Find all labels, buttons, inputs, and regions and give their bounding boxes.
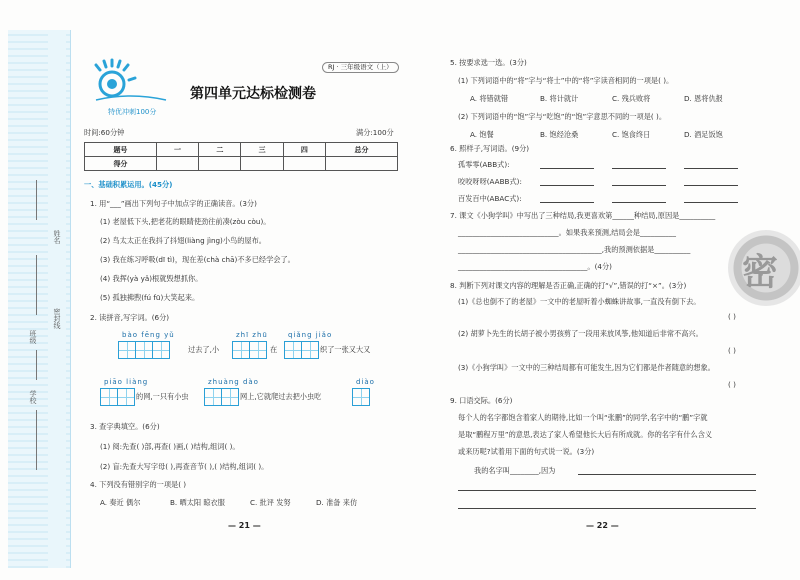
q2-grid-4[interactable] [100, 388, 134, 406]
q8-answer-1[interactable]: ( ) [728, 312, 736, 321]
exam-full-score: 满分:100分 [356, 128, 394, 137]
q6-blank[interactable] [684, 168, 738, 169]
strip-fill-line-4 [36, 410, 37, 470]
q1-item-4: (4) 我挥(yà yǎ)根就毁想抓你。 [100, 274, 203, 283]
score-col-3: 三 [241, 143, 283, 157]
q2-text-2: 在 [270, 345, 278, 354]
q9-body-1: 每个人的名字都饱含着家人的期待,比如一个叫“张鹏”的同学,名字中的“鹏”字就 [458, 413, 708, 422]
q5-a-opt-d[interactable]: D. 恩将仇报 [684, 94, 723, 103]
q8-answer-3[interactable]: ( ) [728, 380, 736, 389]
score-col-2: 二 [199, 143, 241, 157]
q9-title: 9. 口语交际。(6分) [450, 396, 513, 405]
q6-blank[interactable] [612, 202, 666, 203]
strip-fill-line-2 [36, 255, 37, 315]
q9-body-3: 或来历呢?试着用下面的句式说一说。(3分) [458, 447, 595, 456]
strip-fill-line-3 [36, 350, 37, 380]
q8-item-2: (2) 胡萝卜先生的长胡子被小男孩剪了一段用来放风筝,他知道后非常不高兴。 [458, 329, 703, 338]
strip-bar [48, 30, 66, 568]
q9-fill-line: 我的名字叫________,因为 [474, 466, 556, 475]
slogan: 特优冲刺100分 [108, 108, 157, 116]
score-cell[interactable] [156, 157, 198, 171]
q8-item-3: (3)《小狗学叫》一文中的三种结局都有可能发生,因为它们都是作者随意的想象。 [458, 363, 715, 372]
q9-answer-line[interactable] [458, 490, 756, 491]
q5-b-opt-d[interactable]: D. 酒足饭饱 [684, 130, 723, 139]
q2-grid-5[interactable] [204, 388, 238, 406]
q8-item-1: (1)《总也倒不了的老屋》一文中的老屋听着小蜘蛛讲故事,一直没有倒下去。 [458, 297, 701, 306]
q4-option-d[interactable]: D. 准备 来仿 [316, 498, 358, 507]
q2-pinyin-2: zhī zhū [236, 331, 268, 339]
q1-item-3: (3) 我在练习呼吸(dī tì)，现在差(chà chā)不多已经学会了。 [100, 255, 295, 264]
q1-item-5: (5) 孤独拂煦(fú fū)大笑起来。 [100, 293, 200, 302]
q2-pinyin-1: bào fēng yǔ [122, 331, 175, 339]
q7-line-1: 7. 课文《小狗学叫》中写出了三种结局,我更喜欢第______种结局,原因是__________ [450, 211, 716, 220]
strip-cut-label: 密封线 [53, 308, 61, 329]
q3-title: 3. 查字典填空。(6分) [90, 422, 160, 431]
left-page-number: — 21 — [228, 521, 261, 530]
q4-option-a[interactable]: A. 奏近 偶尔 [100, 498, 141, 507]
score-cell[interactable] [199, 157, 241, 171]
q6-blank[interactable] [684, 185, 738, 186]
page-title: 第四单元达标检测卷 [190, 86, 316, 102]
q2-pinyin-5: zhuàng dào [208, 378, 259, 386]
q6-blank[interactable] [540, 185, 594, 186]
q4-title: 4. 下列没有错别字的一项是( ) [90, 480, 187, 489]
q2-text-4: 的网,一只有小虫 [136, 392, 189, 401]
q1-item-1: (1) 老屋低下头,把老花的眼睛使劲往前凑(zòu còu)。 [100, 217, 271, 226]
score-col-0: 题号 [85, 143, 157, 157]
q5-a-opt-c[interactable]: C. 残兵败将 [612, 94, 651, 103]
score-cell[interactable] [241, 157, 283, 171]
score-cell[interactable] [326, 157, 398, 171]
q9-answer-line[interactable] [578, 474, 756, 475]
q7-line-4: ____________________________________。(4分) [458, 262, 612, 271]
q2-pinyin-3: qiǎng jiǎo [288, 331, 333, 339]
q6-blank[interactable] [612, 185, 666, 186]
score-col-4: 四 [283, 143, 325, 157]
q6-title: 6. 照样子,写词语。(9分) [450, 144, 530, 153]
q6-blank[interactable] [540, 202, 594, 203]
edition-badge: RJ · 三年级语文（上） [322, 62, 399, 73]
q2-pinyin-6: diào [356, 378, 375, 386]
q2-grid-3[interactable] [284, 341, 318, 359]
q2-grid-2[interactable] [232, 341, 266, 359]
score-table [84, 142, 398, 171]
strip-name-label: 姓名 [53, 230, 61, 244]
q9-answer-line[interactable] [458, 508, 756, 509]
strip-school-label: 学校 [29, 390, 37, 404]
score-col-1: 一 [156, 143, 198, 157]
q9-body-2: 是取“鹏程万里”的意思,表达了家人希望他长大后有所成就。你的名字有什么含义 [458, 430, 713, 439]
q2-text-3: 织了一张又大又 [320, 345, 371, 354]
q3-item-2: (2) 盲:先查大写字母( ),再查音节( ),( )结构,组词( )。 [100, 462, 269, 471]
strip-grade-label: 班级 [29, 330, 37, 344]
watermark-stamp-icon: 密 [728, 230, 800, 306]
q8-title: 8. 判断下列对课文内容的理解是否正确,正确的打“√”,错误的打“×”。(3分) [450, 281, 687, 290]
q6-blank[interactable] [684, 202, 738, 203]
q6-row-1: 孤零零(ABB式): [458, 160, 510, 169]
sun-logo-icon [90, 56, 170, 106]
q1-item-2: (2) 鸟太太正在我抖了抖翅(liàng jìng)小鸟的屋布。 [100, 236, 266, 245]
q4-option-c[interactable]: C. 批评 发努 [250, 498, 291, 507]
q1-title: 1. 用“___”画出下列句子中加点字的正确读音。(3分) [90, 199, 257, 208]
q6-blank[interactable] [612, 168, 666, 169]
q2-grid-1[interactable] [118, 341, 169, 359]
q6-blank[interactable] [540, 168, 594, 169]
q2-title: 2. 读拼音,写字词。(6分) [90, 313, 170, 322]
q5-b-opt-b[interactable]: B. 饱经沧桑 [540, 130, 579, 139]
q2-grid-6[interactable] [352, 388, 369, 406]
score-cell[interactable] [283, 157, 325, 171]
exam-time: 时间:60分钟 [84, 128, 125, 137]
q2-text-1: 过去了,小 [188, 345, 220, 354]
q2-text-5: 网上,它就爬过去把小虫吃 [240, 392, 322, 401]
q5-a-opt-b[interactable]: B. 将计就计 [540, 94, 579, 103]
right-page-number: — 22 — [586, 521, 619, 530]
strip-fill-line-1 [36, 180, 37, 220]
q5-title: 5. 按要求选一选。(3分) [450, 58, 527, 67]
section-1-heading: 一、基础积累运用。(45分) [84, 180, 173, 189]
q6-row-2: 咬咬呀呀(AABB式): [458, 177, 522, 186]
q4-option-b[interactable]: B. 晒太阳 晾衣服 [170, 498, 225, 507]
q2-pinyin-4: piāo liàng [104, 378, 149, 386]
q3-item-1: (1) 阅:先查( )部,再查( )画,( )结构,组词( )。 [100, 442, 240, 451]
q6-row-3: 百发百中(ABAC式): [458, 194, 522, 203]
q7-line-2: ____________________________。如果我来预测,结局会是__________ [458, 228, 676, 237]
q5-b-opt-c[interactable]: C. 饱食终日 [612, 130, 651, 139]
q5-b-opt-a[interactable]: A. 饱餐 [470, 130, 494, 139]
q5-a-opt-a[interactable]: A. 将错就错 [470, 94, 509, 103]
score-col-5: 总分 [326, 143, 398, 157]
q7-line-3: ________________________________________,我的预测依据是__________ [458, 245, 691, 254]
q5-b-text: (2) 下列词语中的“饱”字与“吃饱”的“饱”字意思不同的一项是( )。 [458, 112, 667, 121]
binding-strip [8, 30, 71, 568]
score-row-label: 得分 [85, 157, 157, 171]
q8-answer-2[interactable]: ( ) [728, 346, 736, 355]
q5-a-text: (1) 下列词语中的“将”字与“将士”中的“将”字读音相同的一项是( )。 [458, 76, 674, 85]
